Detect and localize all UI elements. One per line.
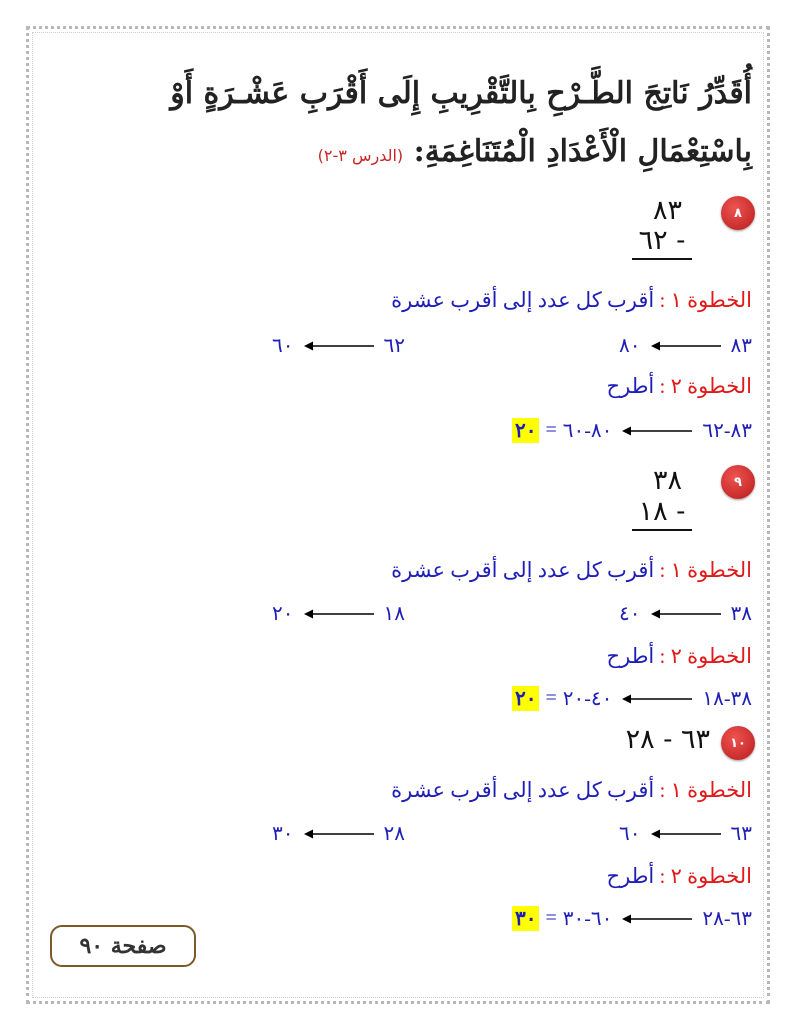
- problem-number-badge: ٨: [721, 196, 755, 230]
- step-1-line: [391, 288, 752, 313]
- heading-text: بِاسْتِعْمَالِ الْأَعْدَادِ الْمُتَنَاغِمَةِ:: [413, 134, 752, 169]
- minuend: ٣٨: [652, 465, 682, 496]
- lesson-reference: (الدرس ٣-٢): [317, 146, 404, 165]
- step-2-text: أطرح: [606, 644, 655, 668]
- arrow-left-icon: [622, 425, 692, 437]
- rounded-value: ٣٠: [272, 823, 294, 845]
- heading-line-1: أُقَدِّرُ نَاتِجَ الطَّـرْحِ بِالتَّقْرِيبِ إِلَى أَقْرَبِ عَشْـرَةٍ أَوْ: [170, 76, 752, 111]
- minuend: ٨٣: [652, 195, 682, 226]
- step-2-text: أطرح: [606, 374, 655, 398]
- arrow-left-icon: [304, 608, 374, 620]
- rounded-value: ٨٠: [619, 335, 641, 357]
- original-value: ٨٣: [730, 335, 752, 357]
- step-1-text: أقرب كل عدد إلى أقرب عشرة: [391, 558, 655, 582]
- step-1-text: أقرب كل عدد إلى أقرب عشرة: [391, 288, 655, 312]
- answer-highlight: ٢٠: [512, 686, 539, 711]
- original-value: ٦٣: [730, 823, 752, 845]
- subtraction-line: [512, 686, 752, 711]
- step-1-label: الخطوة ١ :: [659, 778, 752, 802]
- original-expression: ٦٣-٢٨: [702, 908, 752, 930]
- original-value: ٣٨: [730, 603, 752, 625]
- arrow-left-icon: [651, 828, 721, 840]
- step-1-label: الخطوة ١ :: [659, 288, 752, 312]
- equals-sign: =: [545, 687, 557, 709]
- subtraction-line: [512, 418, 752, 443]
- step-2-text: أطرح: [606, 864, 655, 888]
- rounded-expression: ٨٠-٦٠: [562, 420, 613, 442]
- problem-number-badge: ١٠: [721, 726, 755, 760]
- rounding-a: [619, 601, 752, 626]
- subtraction-line: [512, 906, 752, 931]
- problem-number-badge: ٩: [721, 465, 755, 499]
- rounding-a: [619, 821, 752, 846]
- step-2-label: الخطوة ٢ :: [659, 864, 752, 888]
- step-1-label: الخطوة ١ :: [659, 558, 752, 582]
- original-expression: ٨٣-٦٢: [702, 420, 752, 442]
- step-1-line: [391, 558, 752, 583]
- step-2-line: [607, 864, 752, 889]
- equals-sign: =: [545, 907, 557, 929]
- original-value: ١٨: [383, 603, 405, 625]
- arrow-left-icon: [651, 608, 721, 620]
- rounded-value: ٢٠: [272, 603, 294, 625]
- answer-highlight: ٢٠: [512, 418, 539, 443]
- inline-expression: ٦٣ - ٢٨: [625, 724, 710, 755]
- step-1-line: [391, 778, 752, 803]
- rounding-b: [272, 821, 405, 846]
- arrow-left-icon: [304, 828, 374, 840]
- arrow-left-icon: [622, 693, 692, 705]
- arrow-left-icon: [651, 340, 721, 352]
- step-2-label: الخطوة ٢ :: [659, 374, 752, 398]
- page-number-badge: صفحة ٩٠: [50, 925, 196, 967]
- answer-highlight: ٣٠: [512, 906, 539, 931]
- equals-sign: =: [545, 419, 557, 441]
- original-expression: ٣٨-١٨: [702, 688, 752, 710]
- rounded-expression: ٦٠-٣٠: [562, 908, 613, 930]
- rounding-b: [272, 601, 405, 626]
- rounding-b: [272, 333, 405, 358]
- step-2-label: الخطوة ٢ :: [659, 644, 752, 668]
- subtrahend: ١٨ -: [632, 496, 692, 531]
- arrow-left-icon: [304, 340, 374, 352]
- step-1-text: أقرب كل عدد إلى أقرب عشرة: [391, 778, 655, 802]
- heading-line-2: [318, 132, 752, 176]
- rounded-value: ٤٠: [619, 603, 641, 625]
- step-2-line: [607, 644, 752, 669]
- step-2-line: [607, 374, 752, 399]
- arrow-left-icon: [622, 913, 692, 925]
- original-value: ٦٢: [383, 335, 405, 357]
- subtrahend: ٦٢ -: [632, 225, 692, 260]
- rounded-expression: ٤٠-٢٠: [562, 688, 613, 710]
- rounding-a: [619, 333, 752, 358]
- original-value: ٢٨: [383, 823, 405, 845]
- rounded-value: ٦٠: [619, 823, 641, 845]
- rounded-value: ٦٠: [272, 335, 294, 357]
